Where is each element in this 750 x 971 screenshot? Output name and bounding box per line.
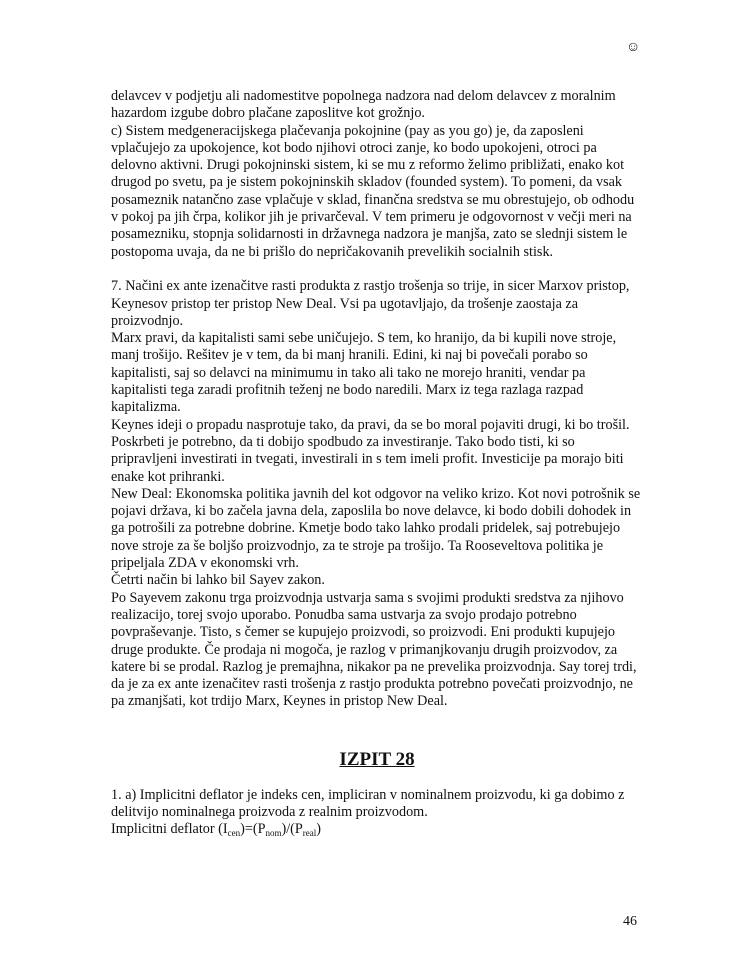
paragraph: 7. Načini ex ante izenačitve rasti produkta z rastjo trošenja so trije, in sicer Marxov pristop, Keynesov pristop ter pristop New Deal. Vsi pa ugotavljajo, da trošenje zaostaja za proizvodnjo. bbox=[111, 278, 630, 329]
section-heading: IZPIT 28 bbox=[339, 748, 415, 770]
formula-text: )=(P bbox=[240, 821, 266, 838]
paragraph: Po Sayevem zakonu trga proizvodnja ustvarja sama s svojimi produkti sredstva za njihovo realizacijo, torej svojo uporabo. Ponudba sama ustvarja za svojo prodajo potrebno povpraševanje. Tisto, s čemer se kupujejo proizvodi, so proizvodi. Eni produkti kupujejo druge produkte. Če prodaja ni mogoča, je razlog v primanjkovanju drugih proizvodov, za katere bi se prodal. Razlog je premajhna, nikakor pa ne prevelika proizvodnja. Say torej trdi, da je za ex ante izenačitev rasti trošenja z rastjo produkta potrebno povečati proizvodnjo, ne pa zmanjšati, kot trdijo Marx, Keynes in pristop New Deal. bbox=[111, 589, 637, 710]
smiley-icon: ☺ bbox=[626, 40, 641, 55]
document-body bbox=[111, 88, 643, 839]
paragraph: Keynes ideji o propadu nasprotuje tako, da pravi, da se bo moral pojaviti drugi, ki bo trošil. Poskrbeti je potrebno, da ti dobijo spodbudo za investiranje. Tako bodo tisti, ki so pripravljeni investirati in tvegati, investirali in s tem imeli profit. Investicije pa morajo biti enake kot prihranki. bbox=[111, 416, 630, 485]
paragraph: c) Sistem medgeneracijskega plačevanja pokojnine (pay as you go) je, da zaposleni vplačujejo za upokojence, kot bodo njihovi otroci zanje, ko bodo upokojeni, otroci pa delovno aktivni. Drugi pokojninski sistem, ki se mu z reformo želimo približati, enako kot drugod po svetu, pa je sistem pokojninskih skladov (founded system). To pomeni, da vsak posameznik natančno zase vplačuje v sklad, finančna sredstva se mu obrestujejo, ob odhodu v pokoj pa jih črpa, kolikor jih je privarčeval. V tem primeru je odgovornost v večji meri na posamezniku, stopnja solidarnosti in državnega nadzora je manjša, zato se slednji sistem le postopoma uvaja, da ne bi prišlo do nepričakovanih prevelikih socialnih stisk. bbox=[111, 122, 635, 260]
deflator-formula bbox=[111, 821, 643, 838]
formula-text: )/(P bbox=[281, 821, 303, 838]
paragraph: New Deal: Ekonomska politika javnih del kot odgovor na veliko krizo. Kot novi potrošnik se pojavi država, ki bo začela javna dela, zaposlila bo nove delavce, ki bodo dobili dohodek in ga potrošili za potrebne dobrine. Kmetje bodo tako lahko prodali pridelek, saj potrebujejo nove stroje za še boljšo proizvodnjo, za te stroje pa trošijo. Ta Rooseveltova politika je pripeljala ZDA v ekonomski vrh. bbox=[111, 485, 641, 572]
formula-subscript: real bbox=[302, 828, 317, 839]
paragraph: delavcev v podjetju ali nadomestitve popolnega nadzora nad delom delavcev z moralnim hazardom izgube dobro plačane zaposlitve kot grožnjo. bbox=[111, 88, 616, 122]
paragraph: 1. a) Implicitni deflator je indeks cen, impliciran v nominalnem proizvodu, ki ga dobimo z delitvijo nominalnega proizvoda z realnim proizvodom. bbox=[111, 786, 625, 820]
page-number: 46 bbox=[623, 914, 637, 929]
paragraph: Četrti način bi lahko bil Sayev zakon. bbox=[111, 572, 325, 589]
paragraph-spacer bbox=[111, 261, 643, 278]
paragraph: Marx pravi, da kapitalisti sami sebe uničujejo. S tem, ko hranijo, da bi kupili nove stroje, manj trošijo. Rešitev je v tem, da bi manj hranili. Edini, ki naj bi povečali porabo so kapitalisti, saj so delavci na minimumu in tako ali tako ne morejo hraniti, vendar pa kapitalisti tega zaradi profitnih teženj ne bodo naredili. Marx iz tega razlaga razpad kapitalizma. bbox=[111, 330, 617, 416]
formula-subscript: cen bbox=[227, 828, 241, 839]
formula-text: ) bbox=[316, 821, 321, 838]
formula-text: Implicitni deflator (I bbox=[111, 821, 228, 838]
formula-subscript: nom bbox=[265, 828, 282, 839]
